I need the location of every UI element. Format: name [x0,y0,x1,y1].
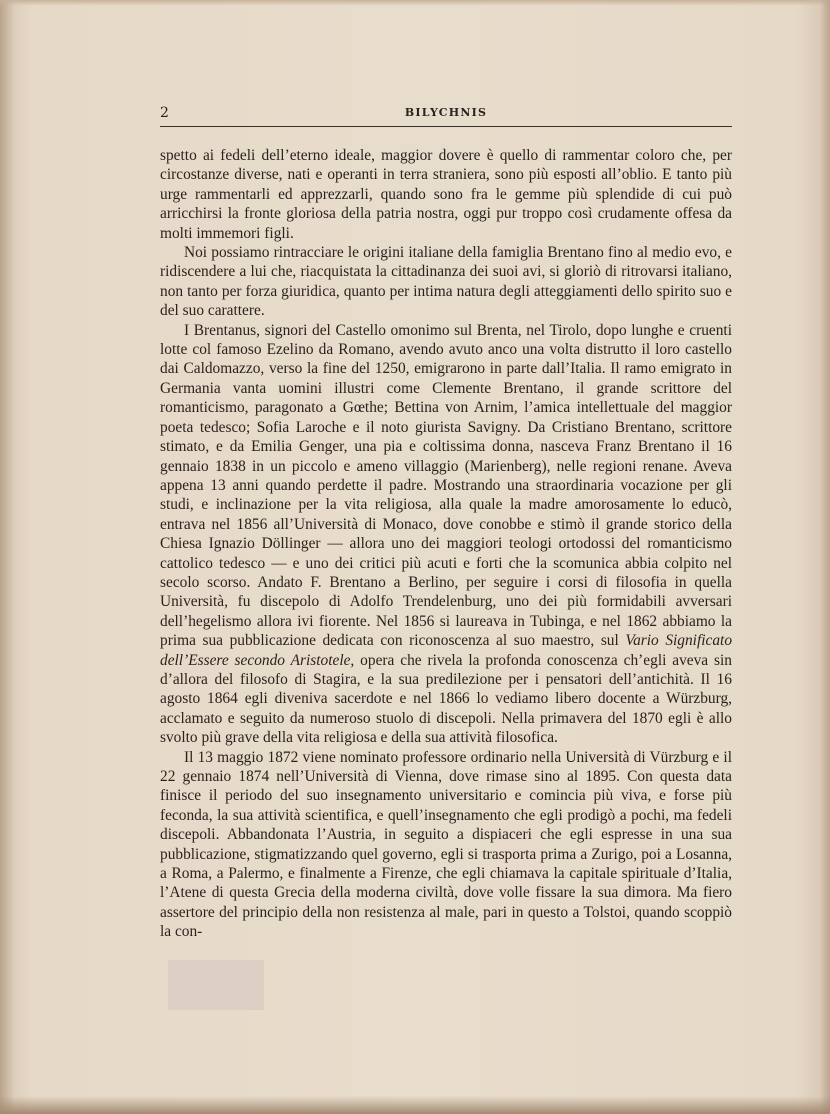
page-top-edge-shadow [0,0,830,6]
paragraph [160,146,732,243]
paragraph-text: opera che rivela la profonda conoscenza ch’egli aveva sin d’allora del filosofo di Stagira, e la sua predilezione per i pensatori dell’antichità. Il 16 agosto 1864 egli diveniva sacerdote e nel 1866 lo vediamo libero docente a Würzburg, acclamato e seguito da numeroso stuolo di discepoli. Nella primavera del 1870 egli è allo svolto più grave della vita religiosa e della sua attività filosofica. [160,651,732,747]
running-title: BILYCHNIS [404,106,488,119]
paragraph [160,243,732,321]
page-number: 2 [160,105,169,121]
page-header [160,105,732,125]
body-text [160,146,732,942]
paragraph [160,748,732,942]
paragraph-text: Il 13 maggio 1872 viene nominato professore ordinario nella Università di Vürzburg e il 22 gennaio 1874 nell’Università di Vienna, dove rimase sino al 1895. Con questa data finisce il periodo del suo insegnamento universitario e comincia più viva, e forse più feconda, la sua attività scientifica, e quell’insegnamento che egli prodigò a pochi, ma fedeli discepoli. Abbandonata l’Austria, in seguito a dispiaceri che egli espresse in una sua pubblicazione, stigmatizzando quel governo, egli si trasporta prima a Zurigo, poi a Losanna, a Roma, a Palermo, e finalmente a Firenze, che egli chiamava la capitale spirituale d’Italia, l’Atene di questa Grecia della moderna civiltà, dove volle fissare la sua dimora. Ma fiero assertore del principio della non resistenza al male, pari in questo a Tolstoi, quando scoppiò la con- [160,748,732,941]
italic-title: Vario Significato dell’Essere secondo Aristotele, [160,632,733,669]
page-bottom-edge-shadow [0,1096,830,1114]
paragraph-text: spetto ai fedeli dell’eterno ideale, maggior dovere è quello di rammentar coloro che, per circostanze diverse, nati e operanti in terra straniera, sono più esposti all’oblio. E tanto più urge rammentarli ed apprezzarli, quando sono fra le gemme più splendide di cui può arricchirsi la fronte gloriosa della patria nostra, oggi pur troppo così crudamente offesa da molti immemori figli. [160,147,732,242]
page-left-edge-shadow [0,0,14,1114]
paper-discoloration [168,960,264,1010]
paragraph-text: I Brentanus, signori del Castello omonimo sul Brenta, nel Tirolo, dopo lunghe e cruenti lotte col famoso Ezelino da Romano, avendo avuto anco una volta distrutto il loro castello dai Caldomazzo, verso la fine del 1250, emigrarono in parte dall’Italia. Il ramo emigrato in Germania vanta uomini illustri come Clemente Brentano, il grande scrittore del romanticismo, paragonato a Gœthe; Bettina von Arnim, l’amica intellettuale del maggior poeta tedesco; Sofia Laroche e il noto giurista Savigny. Da Cristiano Brentano, scrittore stimato, e da Emilia Genger, una pia e coltissima donna, nasceva Franz Brentano il 16 gennaio 1838 in un piccolo e ameno villaggio (Marienberg), nelle regioni renane. Aveva appena 13 anni quando perdette il padre. Mostrando una straordinaria vocazione per gli studi, e inclinazione per la vita religiosa, alla quale la madre amorosamente lo educò, entrava nel 1856 all’Università di Monaco, dove conobbe e stimò il grande storico della Chiesa Ignazio Döllinger — allora uno dei maggiori teologi ortodossi del romanticismo cattolico tedesco — e uno dei critici più acuti e forti che la scomunica abbia colpito nel secolo scorso. Andato F. Brentano a Berlino, per seguire i corsi di filosofia in quella Università, fu discepolo di Adolfo Trendelenburg, uno dei più formidabili avversari dell’hegelismo allora ivi fiorente. Nel 1856 si laureava in Tubinga, e nel 1862 abbiamo la prima sua pubblicazione dedicata con riconoscenza al suo maestro, sul [160,321,732,650]
page-right-edge-shadow [820,0,830,1114]
header-rule [160,126,732,127]
paragraph [160,321,732,748]
paragraph-text: Noi possiamo rintracciare le origini italiane della famiglia Brentano fino al medio evo, e ridiscendere a lui che, riacquistata la cittadinanza dei suoi avi, si gloriò di ritrovarsi italiano, non tanto per forza giuridica, quanto per intima natura degli atteggiamenti dello spirito suo e del suo carattere. [160,244,732,320]
